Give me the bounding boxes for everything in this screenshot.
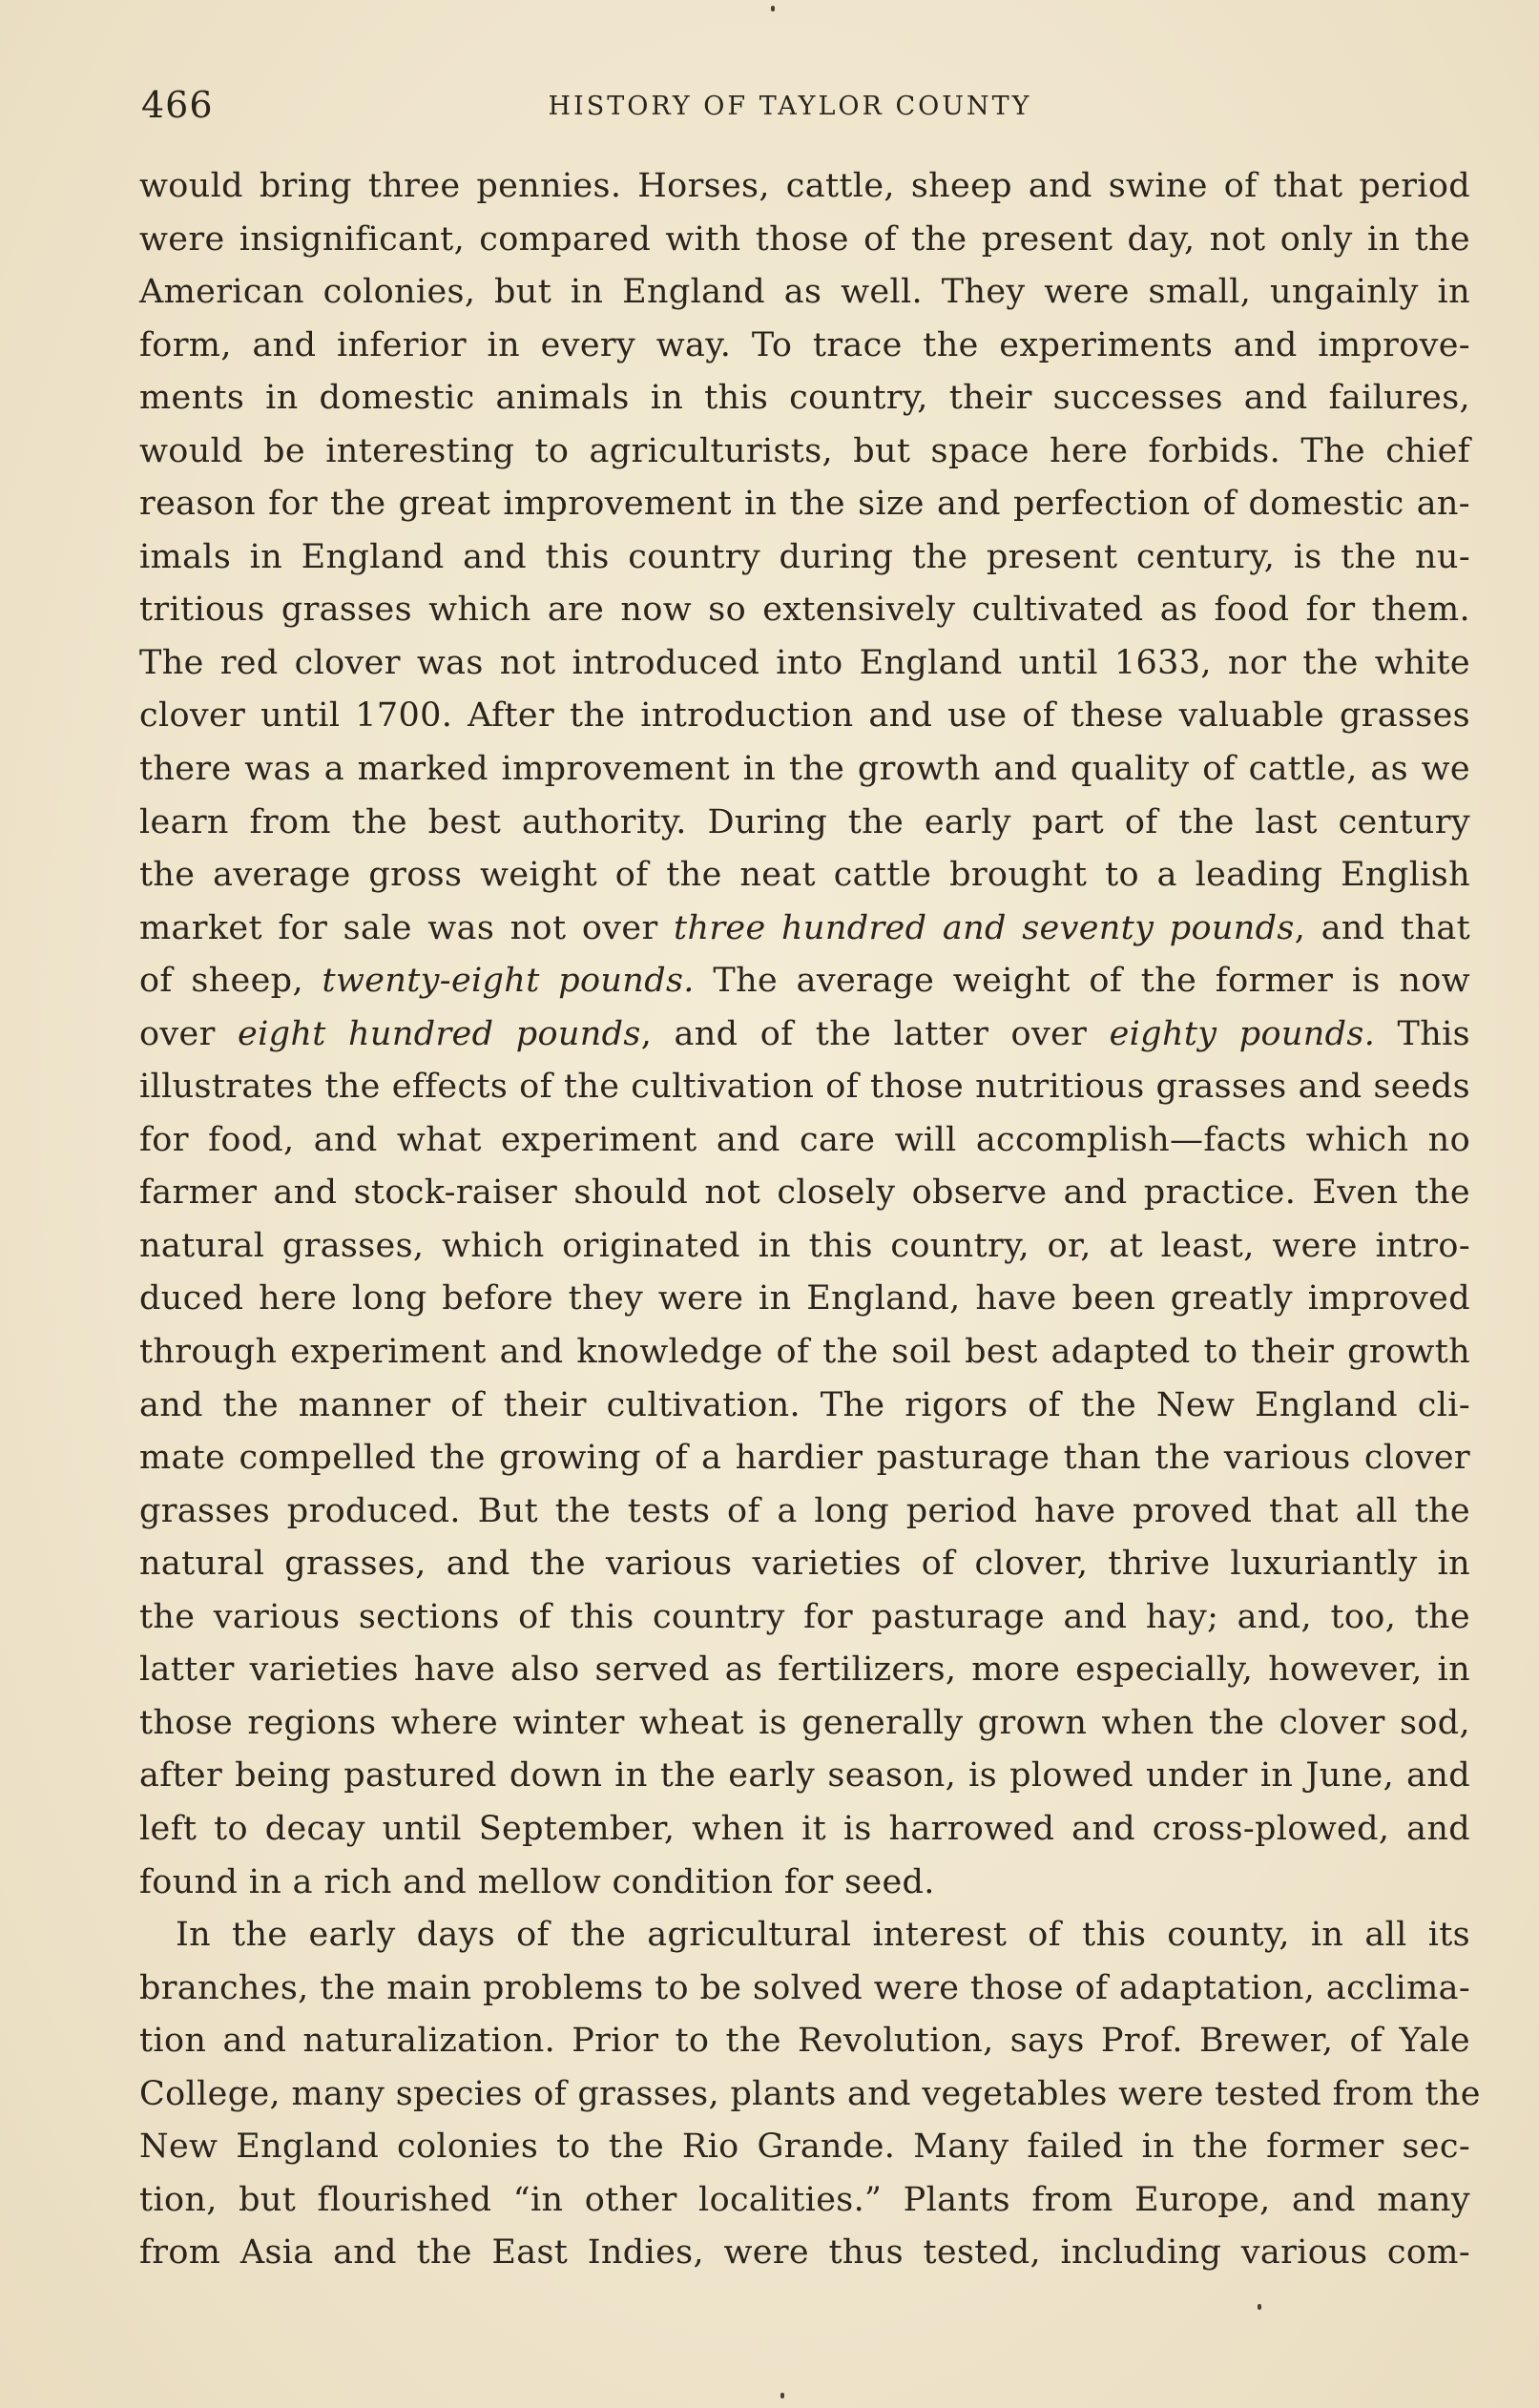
- text-run: , and that: [1294, 908, 1470, 947]
- text-line: [139, 1697, 1470, 1751]
- text-run: over: [139, 1014, 239, 1053]
- italic-text: three hundred and seventy pounds: [674, 908, 1295, 947]
- text-run: ments in domestic animals in this country, their successes and failures,: [139, 379, 1470, 418]
- ink-speck: [780, 2393, 784, 2398]
- text-run: there was a marked improvement in the growth and quality of cattle, as we: [139, 750, 1470, 789]
- text-run: clover until 1700. After the introduction and use of these valuable grasses: [139, 696, 1470, 736]
- text-line: [139, 1114, 1470, 1168]
- text-line: [139, 214, 1470, 267]
- text-line: [139, 1326, 1470, 1380]
- text-line: [139, 478, 1470, 531]
- text-run: imals in England and this country during the present century, is the nu-: [139, 537, 1470, 576]
- text-line: [139, 2227, 1470, 2280]
- text-line: [139, 1857, 1470, 1910]
- text-line: [139, 2174, 1470, 2228]
- text-line: [139, 637, 1470, 691]
- ink-speck: [771, 6, 775, 11]
- text-run: duced here long before they were in England, have been greatly improved: [139, 1279, 1470, 1318]
- text-line: [139, 584, 1470, 637]
- italic-text: eight hundred pounds: [238, 1014, 641, 1053]
- page-header: [141, 80, 1458, 137]
- text-run: and the manner of their cultivation. The rigors of the New England cli-: [139, 1385, 1470, 1424]
- text-run: the average gross weight of the neat cattle brought to a leading English: [139, 856, 1470, 895]
- text-run: learn from the best authority. During the early part of the last century: [139, 802, 1470, 841]
- text-run: farmer and stock-raiser should not closely observe and practice. Even the: [139, 1173, 1470, 1213]
- text-run: , and of the latter over: [640, 1014, 1110, 1053]
- italic-text: twenty-eight pounds.: [322, 962, 695, 1001]
- text-run: reason for the great improvement in the size and perfection of domestic an-: [139, 485, 1470, 524]
- text-run: would be interesting to agriculturists, but space here forbids. The chief: [139, 431, 1470, 470]
- text-line: [139, 1591, 1470, 1645]
- text-line: [139, 797, 1470, 850]
- text-line: [139, 1432, 1470, 1485]
- text-run: The red clover was not introduced into England until 1633, nor the white: [139, 643, 1470, 682]
- text-line: [139, 849, 1470, 903]
- text-run: from Asia and the East Indies, were thus tested, including various com-: [139, 2233, 1470, 2273]
- text-line: [139, 1538, 1470, 1591]
- text-run: American colonies, but in England as well. They were small, ungainly in: [139, 273, 1470, 312]
- running-title: HISTORY OF TAYLOR COUNTY: [548, 92, 1032, 121]
- text-line: [139, 1220, 1470, 1274]
- text-run: In the early days of the agricultural interest of this county, in all its: [176, 1916, 1470, 1955]
- text-run: found in a rich and mellow condition for seed.: [139, 1862, 935, 1901]
- text-run: tion, but flourished “in other localities.” Plants from Europe, and many: [139, 2180, 1470, 2219]
- text-run: tion and naturalization. Prior to the Revolution, says Prof. Brewer, of Yale: [139, 2022, 1470, 2061]
- text-run: mate compelled the growing of a hardier pasturage than the various clover: [139, 1439, 1470, 1478]
- text-line: [139, 266, 1470, 320]
- text-line: [139, 1485, 1470, 1539]
- text-line: [139, 1962, 1470, 2016]
- text-line: [139, 1380, 1470, 1433]
- text-run: natural grasses, and the various varieties of clover, thrive luxuriantly in: [139, 1545, 1470, 1584]
- page-number: 466: [141, 84, 214, 126]
- text-run: grasses produced. But the tests of a long period have proved that all the: [139, 1491, 1470, 1530]
- text-line: [139, 531, 1470, 585]
- text-run: were insignificant, compared with those of the present day, not only in the: [139, 219, 1470, 259]
- text-line: [139, 743, 1470, 797]
- text-line: [139, 320, 1470, 373]
- text-line: [139, 1167, 1470, 1220]
- text-run: the various sections of this country for pasturage and hay; and, too, the: [139, 1597, 1470, 1636]
- text-run: The average weight of the former is now: [694, 962, 1470, 1001]
- text-run: after being pastured down in the early season, is plowed under in June, and: [139, 1756, 1470, 1796]
- text-run: tritious grasses which are now so extensively cultivated as food for them.: [139, 591, 1470, 630]
- text-line: [139, 1909, 1470, 1962]
- text-line: [139, 1273, 1470, 1326]
- ink-speck: [1258, 2304, 1261, 2310]
- text-run: those regions where winter wheat is generally grown when the clover sod,: [139, 1703, 1470, 1742]
- text-line: [139, 372, 1470, 426]
- text-line: [139, 955, 1470, 1008]
- text-run: would bring three pennies. Horses, cattle, sheep and swine of that period: [139, 167, 1470, 205]
- text-run: market for sale was not over: [139, 908, 675, 947]
- text-line: [139, 1803, 1470, 1857]
- text-run: This: [1375, 1014, 1470, 1053]
- text-run: latter varieties have also served as fertilizers, more especially, however, in: [139, 1650, 1470, 1690]
- text-run: form, and inferior in every way. To trace the experiments and improve-: [139, 325, 1470, 364]
- text-run: of sheep,: [139, 962, 322, 1001]
- text-run: for food, and what experiment and care will accomplish—facts which no: [139, 1120, 1470, 1159]
- text-line: [139, 690, 1470, 743]
- text-run: illustrates the effects of the cultivation of those nutritious grasses and seeds: [139, 1068, 1470, 1107]
- text-line: [139, 903, 1470, 956]
- text-run: through experiment and knowledge of the soil best adapted to their growth: [139, 1333, 1470, 1372]
- text-run: College, many species of grasses, plants and vegetables were tested from the: [139, 2074, 1481, 2113]
- body-text: [139, 160, 1481, 2280]
- italic-text: eighty pounds.: [1109, 1014, 1376, 1053]
- text-line: [139, 1750, 1470, 1803]
- text-line: [139, 2015, 1470, 2068]
- text-run: left to decay until September, when it is harrowed and cross-plowed, and: [139, 1809, 1470, 1848]
- text-line: [139, 1061, 1470, 1114]
- text-line: [139, 160, 1470, 214]
- text-line: [139, 1008, 1470, 1062]
- text-run: branches, the main problems to be solved were those of adaptation, acclima-: [139, 1968, 1470, 2007]
- text-line: [139, 1644, 1470, 1697]
- text-run: New England colonies to the Rio Grande. Many failed in the former sec-: [139, 2128, 1470, 2167]
- text-run: natural grasses, which originated in this country, or, at least, were intro-: [139, 1226, 1470, 1265]
- text-line: [139, 2121, 1470, 2174]
- text-line: [139, 2068, 1481, 2122]
- text-line: [139, 426, 1470, 479]
